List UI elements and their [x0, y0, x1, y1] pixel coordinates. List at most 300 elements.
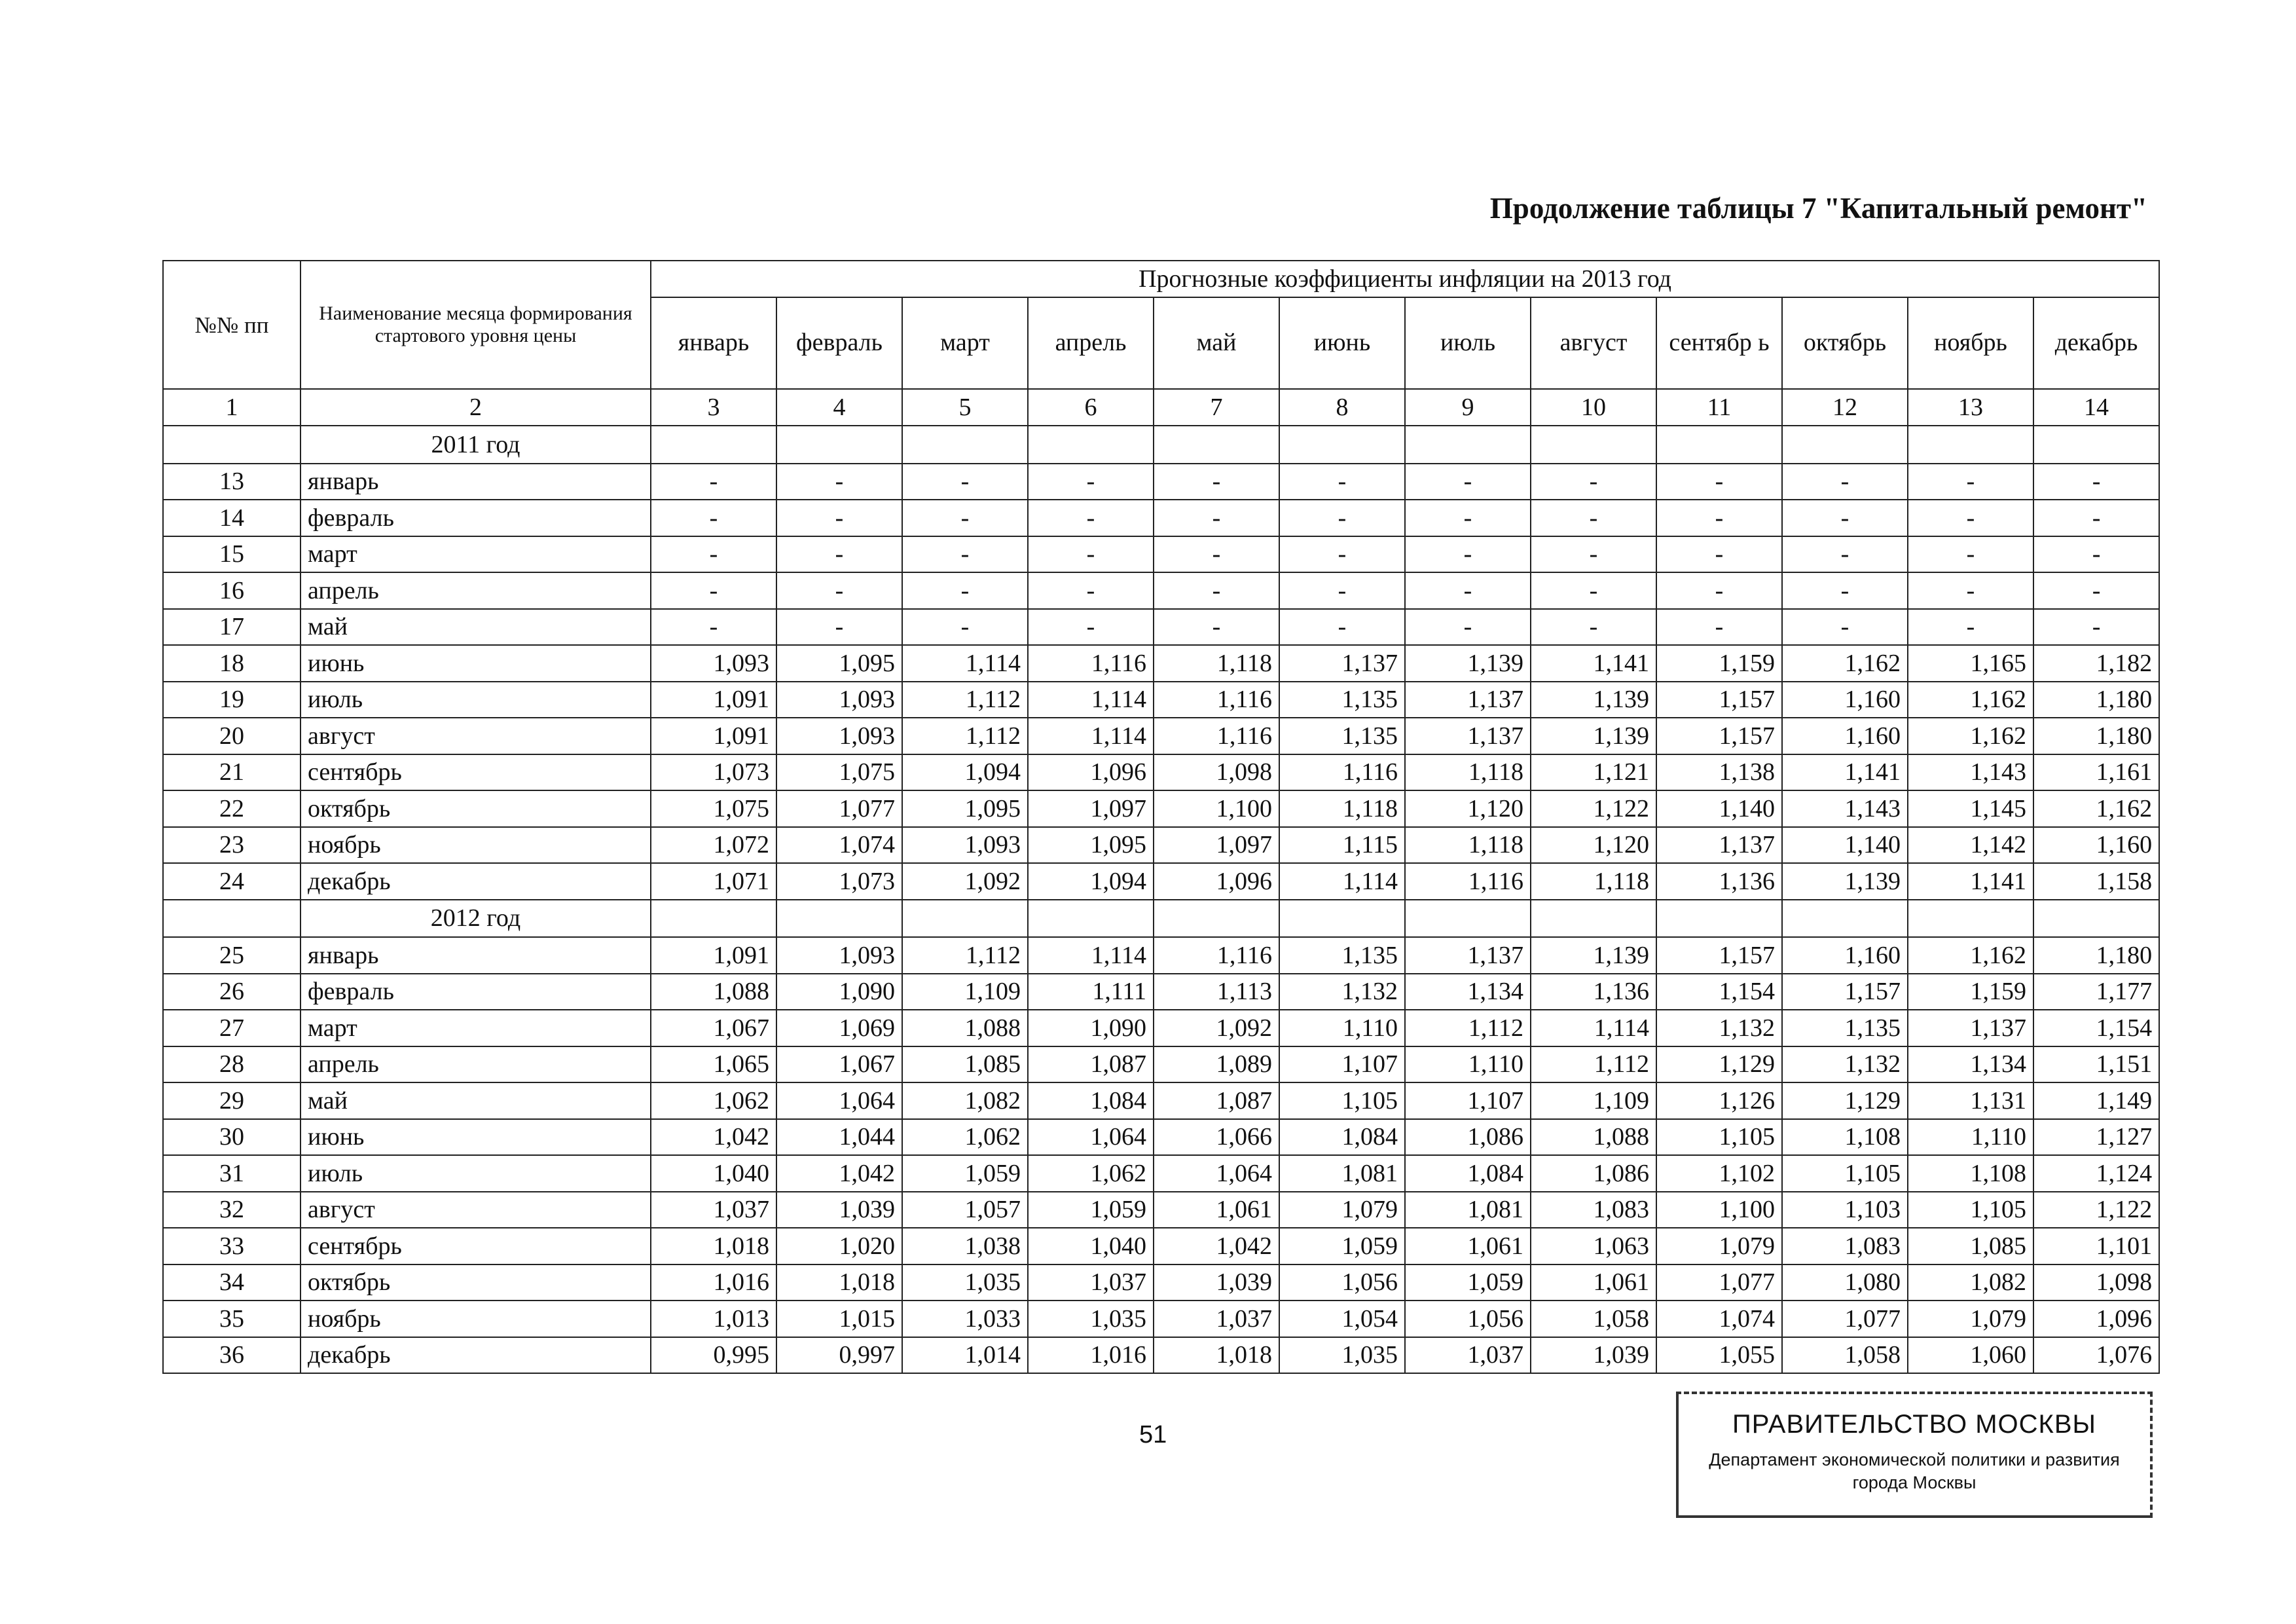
row-month: декабрь [301, 863, 651, 900]
coefficient-cell: 1,077 [1782, 1301, 1908, 1337]
coefficient-cell: - [1908, 609, 2033, 646]
row-number: 23 [163, 827, 301, 864]
page-number: 51 [1139, 1421, 1167, 1449]
row-month: октябрь [301, 790, 651, 827]
row-number: 34 [163, 1264, 301, 1301]
coefficient-cell: 1,162 [2033, 790, 2159, 827]
coefficient-cell: 1,082 [1908, 1264, 2033, 1301]
header-col-number: 13 [1908, 389, 2033, 426]
coefficient-cell: 0,995 [651, 1337, 776, 1374]
table-cell [1908, 426, 2033, 464]
row-number: 27 [163, 1010, 301, 1046]
row-month: октябрь [301, 1264, 651, 1301]
coefficient-cell: 1,083 [1531, 1192, 1656, 1228]
coefficient-cell: 1,087 [1028, 1046, 1154, 1083]
coefficient-cell: 1,100 [1154, 790, 1279, 827]
coefficient-cell: 1,116 [1154, 718, 1279, 754]
header-num: №№ пп [163, 261, 301, 389]
coefficient-cell: 1,077 [776, 790, 902, 827]
row-number: 22 [163, 790, 301, 827]
coefficient-cell: 1,093 [776, 718, 902, 754]
coefficient-cell: 1,035 [902, 1264, 1028, 1301]
coefficient-cell: 1,180 [2033, 682, 2159, 718]
coefficient-cell: - [902, 536, 1028, 573]
coefficient-cell: 1,074 [1656, 1301, 1782, 1337]
coefficient-cell: 1,122 [2033, 1192, 2159, 1228]
coefficient-cell: - [1405, 609, 1531, 646]
row-month: август [301, 718, 651, 754]
coefficient-cell: 1,074 [776, 827, 902, 864]
coefficient-cell: - [1531, 609, 1656, 646]
header-col-number: 11 [1656, 389, 1782, 426]
coefficient-cell: 1,072 [651, 827, 776, 864]
table-row [163, 754, 2159, 791]
table-cell [1154, 900, 1279, 938]
coefficient-cell: 1,080 [1782, 1264, 1908, 1301]
coefficient-cell: 1,095 [1028, 827, 1154, 864]
coefficient-cell: 1,136 [1656, 863, 1782, 900]
coefficient-cell: 1,105 [1656, 1119, 1782, 1156]
coefficient-cell: 1,015 [776, 1301, 902, 1337]
coefficient-cell: - [1531, 572, 1656, 609]
coefficient-cell: 1,087 [1154, 1082, 1279, 1119]
row-month: май [301, 1082, 651, 1119]
row-month: июль [301, 682, 651, 718]
coefficient-cell: 1,095 [902, 790, 1028, 827]
coefficient-cell: 1,039 [1531, 1337, 1656, 1374]
coefficient-cell: - [1028, 536, 1154, 573]
coefficient-cell: 1,018 [776, 1264, 902, 1301]
table-row [163, 500, 2159, 536]
coefficient-cell: 1,065 [651, 1046, 776, 1083]
coefficient-cell: - [2033, 609, 2159, 646]
coefficient-cell: 1,160 [1782, 937, 1908, 974]
coefficient-cell: 1,120 [1531, 827, 1656, 864]
coefficient-cell: 1,109 [1531, 1082, 1656, 1119]
row-number: 18 [163, 645, 301, 682]
coefficient-cell: 1,116 [1405, 863, 1531, 900]
coefficient-cell: 1,094 [902, 754, 1028, 791]
table-cell [163, 900, 301, 938]
coefficient-cell: - [1154, 464, 1279, 500]
coefficient-cell: 1,114 [1279, 863, 1405, 900]
coefficient-cell: - [2033, 500, 2159, 536]
coefficient-cell: 1,092 [1154, 1010, 1279, 1046]
coefficient-cell: 1,059 [1405, 1264, 1531, 1301]
table-row [163, 937, 2159, 974]
coefficient-cell: 1,137 [1656, 827, 1782, 864]
row-month: март [301, 536, 651, 573]
coefficient-cell: 1,116 [1028, 645, 1154, 682]
coefficient-cell: 1,149 [2033, 1082, 2159, 1119]
coefficient-cell: - [1782, 572, 1908, 609]
coefficient-cell: 1,137 [1405, 937, 1531, 974]
coefficient-cell: 1,060 [1908, 1337, 2033, 1374]
coefficient-cell: 1,135 [1279, 937, 1405, 974]
coefficient-cell: 1,091 [651, 718, 776, 754]
coefficient-cell: 1,054 [1279, 1301, 1405, 1337]
header-month: октябрь [1782, 297, 1908, 389]
header-col-number: 2 [301, 389, 651, 426]
coefficient-cell: - [776, 464, 902, 500]
coefficient-cell: 1,108 [1782, 1119, 1908, 1156]
coefficient-cell: 1,112 [1405, 1010, 1531, 1046]
coefficient-cell: - [1782, 500, 1908, 536]
year-row [163, 426, 2159, 464]
coefficient-cell: 1,157 [1782, 974, 1908, 1010]
row-month: ноябрь [301, 827, 651, 864]
coefficient-cell: 1,037 [651, 1192, 776, 1228]
row-number: 16 [163, 572, 301, 609]
table-row [163, 645, 2159, 682]
coefficient-cell: 1,082 [902, 1082, 1028, 1119]
row-month: сентябрь [301, 754, 651, 791]
header-month: сентябр ь [1656, 297, 1782, 389]
table-row [163, 1264, 2159, 1301]
coefficient-cell: - [1656, 572, 1782, 609]
table-row [163, 1155, 2159, 1192]
coefficient-cell: - [651, 609, 776, 646]
coefficient-cell: - [1028, 609, 1154, 646]
table-cell [1908, 900, 2033, 938]
coefficient-cell: 1,110 [1908, 1119, 2033, 1156]
coefficient-cell: 1,105 [1908, 1192, 2033, 1228]
header-month: январь [651, 297, 776, 389]
coefficient-cell: 1,135 [1279, 682, 1405, 718]
coefficient-cell: 1,014 [902, 1337, 1028, 1374]
coefficient-cell: - [776, 572, 902, 609]
coefficient-cell: 1,112 [902, 718, 1028, 754]
coefficient-cell: 1,137 [1279, 645, 1405, 682]
coefficient-cell: 1,096 [2033, 1301, 2159, 1337]
coefficient-cell: 1,098 [1154, 754, 1279, 791]
coefficient-cell: 1,139 [1531, 937, 1656, 974]
coefficient-cell: 1,093 [902, 827, 1028, 864]
row-number: 29 [163, 1082, 301, 1119]
coefficient-cell: 1,016 [651, 1264, 776, 1301]
coefficient-cell: - [1656, 500, 1782, 536]
coefficient-cell: 1,129 [1656, 1046, 1782, 1083]
table-cell [1531, 426, 1656, 464]
coefficient-cell: 1,162 [1782, 645, 1908, 682]
coefficient-cell: 1,058 [1782, 1337, 1908, 1374]
table-cell [2033, 426, 2159, 464]
coefficient-cell: - [1908, 464, 2033, 500]
coefficient-cell: 1,139 [1782, 863, 1908, 900]
coefficient-cell: 1,059 [1279, 1228, 1405, 1264]
coefficient-cell: 1,084 [1028, 1082, 1154, 1119]
coefficient-cell: 1,084 [1279, 1119, 1405, 1156]
row-number: 36 [163, 1337, 301, 1374]
coefficient-cell: 1,113 [1154, 974, 1279, 1010]
coefficient-cell: 1,118 [1531, 863, 1656, 900]
coefficient-cell: 1,085 [902, 1046, 1028, 1083]
row-month: август [301, 1192, 651, 1228]
coefficient-cell: 1,161 [2033, 754, 2159, 791]
coefficient-cell: 1,109 [902, 974, 1028, 1010]
table-row [163, 572, 2159, 609]
coefficient-cell: - [902, 609, 1028, 646]
table-row [163, 718, 2159, 754]
row-month: апрель [301, 1046, 651, 1083]
coefficient-cell: 1,094 [1028, 863, 1154, 900]
coefficient-cell: 1,127 [2033, 1119, 2159, 1156]
coefficient-cell: 1,100 [1656, 1192, 1782, 1228]
coefficient-cell: 1,086 [1405, 1119, 1531, 1156]
coefficient-cell: 1,132 [1656, 1010, 1782, 1046]
coefficient-cell: 1,033 [902, 1301, 1028, 1337]
coefficient-cell: 1,038 [902, 1228, 1028, 1264]
coefficient-cell: 1,073 [651, 754, 776, 791]
header-group: Прогнозные коэффициенты инфляции на 2013 год [651, 261, 2159, 297]
coefficient-cell: 1,159 [1656, 645, 1782, 682]
coefficient-cell: 1,081 [1279, 1155, 1405, 1192]
coefficient-cell: 1,110 [1405, 1046, 1531, 1083]
coefficient-cell: 1,040 [651, 1155, 776, 1192]
stamp-org: ПРАВИТЕЛЬСТВО МОСКВЫ [1732, 1410, 2096, 1439]
coefficient-cell: 1,154 [2033, 1010, 2159, 1046]
coefficient-cell: - [1028, 500, 1154, 536]
table-row [163, 1046, 2159, 1083]
header-month: февраль [776, 297, 902, 389]
coefficient-cell: 1,180 [2033, 718, 2159, 754]
header-col-number: 9 [1405, 389, 1531, 426]
table-cell [1279, 426, 1405, 464]
table-cell [1782, 900, 1908, 938]
coefficient-cell: - [1279, 572, 1405, 609]
header-month: июль [1405, 297, 1531, 389]
coefficient-cell: - [1908, 500, 2033, 536]
coefficient-cell: - [2033, 572, 2159, 609]
coefficient-cell: 1,140 [1782, 827, 1908, 864]
row-number: 20 [163, 718, 301, 754]
row-month: июнь [301, 1119, 651, 1156]
coefficient-cell: - [1405, 500, 1531, 536]
coefficient-cell: 1,083 [1782, 1228, 1908, 1264]
coefficient-cell: 1,064 [1028, 1119, 1154, 1156]
coefficient-cell: 1,063 [1531, 1228, 1656, 1264]
row-number: 28 [163, 1046, 301, 1083]
header-month: март [902, 297, 1028, 389]
coefficient-cell: - [1656, 536, 1782, 573]
coefficient-cell: - [2033, 464, 2159, 500]
coefficient-cell: 1,145 [1908, 790, 2033, 827]
coefficient-cell: 1,055 [1656, 1337, 1782, 1374]
table-row [163, 1192, 2159, 1228]
coefficient-cell: 1,132 [1279, 974, 1405, 1010]
coefficient-cell: 1,105 [1782, 1155, 1908, 1192]
row-number: 19 [163, 682, 301, 718]
coefficient-cell: - [776, 536, 902, 573]
coefficient-cell: 1,093 [776, 937, 902, 974]
coefficient-cell: - [1782, 536, 1908, 573]
coefficient-cell: 1,143 [1782, 790, 1908, 827]
coefficient-cell: 1,035 [1279, 1337, 1405, 1374]
coefficient-cell: - [1405, 464, 1531, 500]
coefficient-cell: 1,160 [1782, 718, 1908, 754]
coefficient-cell: 1,042 [651, 1119, 776, 1156]
coefficient-cell: 1,018 [1154, 1337, 1279, 1374]
coefficient-cell: 1,061 [1405, 1228, 1531, 1264]
table-row [163, 1301, 2159, 1337]
header-month: август [1531, 297, 1656, 389]
row-month: июль [301, 1155, 651, 1192]
coefficient-cell: 1,037 [1405, 1337, 1531, 1374]
coefficient-cell: - [1405, 572, 1531, 609]
coefficient-cell: 1,138 [1656, 754, 1782, 791]
coefficient-cell: 1,093 [651, 645, 776, 682]
coefficient-cell: - [1279, 500, 1405, 536]
header-month-name: Наименование месяца формирования стартового уровня цены [301, 261, 651, 389]
coefficient-cell: - [1531, 500, 1656, 536]
coefficient-cell: 1,141 [1908, 863, 2033, 900]
table-cell [1154, 426, 1279, 464]
row-month: декабрь [301, 1337, 651, 1374]
coefficient-cell: - [776, 609, 902, 646]
coefficient-cell: 1,141 [1531, 645, 1656, 682]
year-label: 2012 год [301, 900, 651, 938]
coefficient-cell: 1,095 [776, 645, 902, 682]
coefficient-cell: 1,088 [1531, 1119, 1656, 1156]
coefficient-cell: 1,137 [1405, 718, 1531, 754]
coefficient-cell: 1,088 [651, 974, 776, 1010]
coefficient-cell: 1,059 [1028, 1192, 1154, 1228]
coefficient-cell: 1,135 [1782, 1010, 1908, 1046]
coefficient-cell: 1,116 [1279, 754, 1405, 791]
header-col-number: 14 [2033, 389, 2159, 426]
table-cell [1656, 426, 1782, 464]
coefficient-cell: 1,089 [1154, 1046, 1279, 1083]
coefficient-cell: 1,098 [2033, 1264, 2159, 1301]
coefficient-cell: 1,121 [1531, 754, 1656, 791]
coefficient-cell: 1,035 [1028, 1301, 1154, 1337]
coefficient-cell: 1,093 [776, 682, 902, 718]
coefficient-cell: 1,114 [1028, 682, 1154, 718]
table-cell [1279, 900, 1405, 938]
row-month: январь [301, 464, 651, 500]
header-col-number: 3 [651, 389, 776, 426]
coefficient-cell: 1,016 [1028, 1337, 1154, 1374]
coefficient-cell: 1,075 [776, 754, 902, 791]
coefficient-cell: 1,090 [1028, 1010, 1154, 1046]
header-col-number: 10 [1531, 389, 1656, 426]
table-cell [651, 900, 776, 938]
coefficient-cell: 1,062 [651, 1082, 776, 1119]
coefficient-cell: - [1531, 464, 1656, 500]
coefficient-cell: 1,134 [1908, 1046, 2033, 1083]
coefficient-cell: - [1908, 536, 2033, 573]
coefficient-cell: 1,114 [902, 645, 1028, 682]
coefficient-cell: 1,118 [1154, 645, 1279, 682]
table-cell [163, 426, 301, 464]
coefficient-cell: 1,132 [1782, 1046, 1908, 1083]
coefficient-cell: 1,112 [902, 682, 1028, 718]
coefficient-cell: 1,134 [1405, 974, 1531, 1010]
coefficient-cell: 1,086 [1531, 1155, 1656, 1192]
coefficient-cell: 1,096 [1154, 863, 1279, 900]
header-month: декабрь [2033, 297, 2159, 389]
coefficient-cell: 1,081 [1405, 1192, 1531, 1228]
coefficient-cell: 1,112 [1531, 1046, 1656, 1083]
coefficient-cell: 1,135 [1279, 718, 1405, 754]
coefficient-cell: - [902, 500, 1028, 536]
row-number: 35 [163, 1301, 301, 1337]
coefficient-cell: 1,085 [1908, 1228, 2033, 1264]
coefficient-cell: - [1154, 609, 1279, 646]
row-month: февраль [301, 500, 651, 536]
coefficient-cell: 1,151 [2033, 1046, 2159, 1083]
coefficient-cell: - [1028, 464, 1154, 500]
table-cell [1531, 900, 1656, 938]
row-number: 17 [163, 609, 301, 646]
coefficient-cell: 1,116 [1154, 937, 1279, 974]
coefficient-cell: - [1782, 464, 1908, 500]
coefficient-cell: 1,079 [1656, 1228, 1782, 1264]
coefficient-cell: 1,056 [1279, 1264, 1405, 1301]
coefficient-cell: - [1656, 464, 1782, 500]
coefficient-cell: 1,064 [1154, 1155, 1279, 1192]
table-cell [1782, 426, 1908, 464]
coefficient-cell: 1,157 [1656, 718, 1782, 754]
coefficient-cell: 1,061 [1531, 1264, 1656, 1301]
coefficient-cell: 1,162 [1908, 682, 2033, 718]
coefficient-cell: 1,141 [1782, 754, 1908, 791]
coefficient-cell: 1,118 [1405, 827, 1531, 864]
coefficient-cell: 1,139 [1531, 682, 1656, 718]
table-cell [651, 426, 776, 464]
coefficient-cell: - [902, 464, 1028, 500]
table-cell [2033, 900, 2159, 938]
coefficient-cell: 1,115 [1279, 827, 1405, 864]
coefficient-cell: - [902, 572, 1028, 609]
coefficient-cell: 1,107 [1405, 1082, 1531, 1119]
row-month: май [301, 609, 651, 646]
coefficient-cell: 1,066 [1154, 1119, 1279, 1156]
coefficient-cell: 1,114 [1531, 1010, 1656, 1046]
coefficient-cell: 1,077 [1656, 1264, 1782, 1301]
coefficient-cell: 1,124 [2033, 1155, 2159, 1192]
header-month: ноябрь [1908, 297, 2033, 389]
coefficient-cell: 1,139 [1405, 645, 1531, 682]
coefficient-cell: 1,092 [902, 863, 1028, 900]
coefficient-cell: 1,143 [1908, 754, 2033, 791]
coefficient-cell: 1,162 [1908, 718, 2033, 754]
coefficient-cell: 1,118 [1279, 790, 1405, 827]
header-col-number: 1 [163, 389, 301, 426]
coefficient-cell: 1,040 [1028, 1228, 1154, 1264]
coefficient-cell: 1,160 [2033, 827, 2159, 864]
coefficient-cell: 1,062 [1028, 1155, 1154, 1192]
coefficient-cell: 1,105 [1279, 1082, 1405, 1119]
coefficient-cell: 1,069 [776, 1010, 902, 1046]
coefficient-cell: - [651, 464, 776, 500]
coefficient-cell: 1,059 [902, 1155, 1028, 1192]
coefficient-cell: 1,075 [651, 790, 776, 827]
table-cell [776, 900, 902, 938]
coefficient-cell: 1,159 [1908, 974, 2033, 1010]
coefficient-cell: - [1656, 609, 1782, 646]
table-cell [1405, 426, 1531, 464]
row-number: 31 [163, 1155, 301, 1192]
coefficient-cell: - [651, 572, 776, 609]
coefficient-cell: 1,073 [776, 863, 902, 900]
row-number: 30 [163, 1119, 301, 1156]
coefficient-cell: 1,110 [1279, 1010, 1405, 1046]
coefficient-cell: - [1028, 572, 1154, 609]
coefficient-cell: 1,142 [1908, 827, 2033, 864]
header-month: апрель [1028, 297, 1154, 389]
row-month: ноябрь [301, 1301, 651, 1337]
